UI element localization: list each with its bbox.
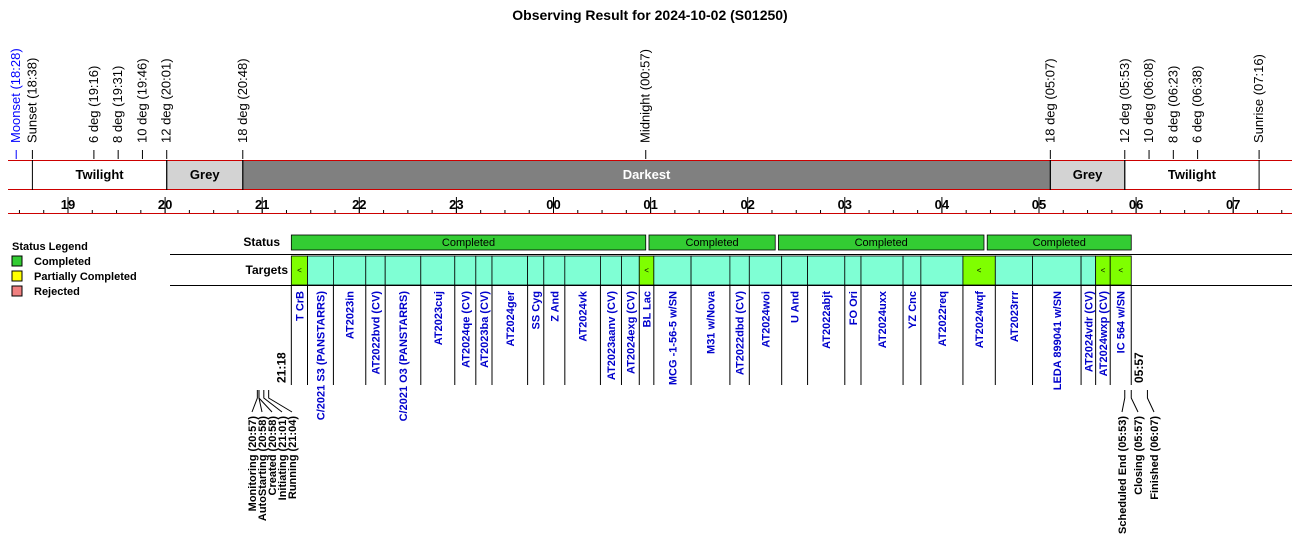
target-block [654,256,691,285]
hour-tick-label: 03 [837,197,853,212]
target-label: SS Cyg [530,291,543,330]
status-legend [12,241,137,298]
twilight-10deg-evening-label: 10 deg (19:46) [134,58,150,143]
target-block [476,256,492,285]
target-label: AT2023rrr [1008,291,1021,343]
target-label: AT2024woi [760,291,773,348]
target-label: FO Ori [847,291,860,326]
target-partial-marker: < [1100,266,1106,275]
target-label: AT2022abjt [821,291,834,349]
twilight-8deg-evening-label: 8 deg (19:31) [110,65,126,143]
target-label: AT2023in [344,291,357,340]
legend-item-label: Partially Completed [34,271,137,283]
hour-tick-label: 05 [1031,197,1047,212]
twilight-evening-band-label: Twilight [75,167,124,182]
target-block [845,256,861,285]
target-label: U And [789,291,802,323]
target-label: T CrB [294,291,307,321]
target-block [385,256,421,285]
target-partial-marker: < [644,266,649,275]
hour-tick-label: 20 [157,197,173,212]
target-block [333,256,365,285]
hour-axis [8,197,1292,214]
target-label: Z And [549,291,562,322]
target-label: IC 564 w/SN [1115,291,1128,354]
target-block [691,256,730,285]
event-leader [1147,390,1154,412]
twilight-18deg-morning-label: 18 deg (05:07) [1042,58,1058,143]
target-block [921,256,963,285]
target-block [903,256,921,285]
pre-event-label: AutoStarting (20:58) [257,416,269,522]
target-block [861,256,903,285]
target-block [782,256,808,285]
target-label: YZ Cnc [906,291,919,329]
hour-tick-label: 01 [643,197,658,212]
target-block [1033,256,1082,285]
darkest-band-label: Darkest [622,167,671,182]
event-leader [269,390,292,412]
target-block [308,256,334,285]
legend-swatch [12,286,22,296]
legend-swatch [12,256,22,266]
twilight-12deg-evening-label: 12 deg (20:01) [158,58,174,143]
target-block [492,256,528,285]
target-block [995,256,1032,285]
target-partial-marker: < [297,266,302,275]
target-block [749,256,781,285]
status-block-label: Completed [685,237,739,249]
target-block [528,256,544,285]
target-label: C/2021 O3 (PANSTARRS) [397,291,410,422]
target-label: AT2024uxx [877,291,890,349]
sunset-label: Sunset (18:38) [24,57,40,143]
target-label: AT2023aanv (CV) [605,291,618,381]
target-label: AT2024wqf [974,291,987,349]
targets-row [291,256,1131,421]
target-label: M31 w/Nova [705,291,718,354]
legend-item-label: Completed [34,256,91,268]
target-label: AT2024wxp (CV) [1097,291,1110,377]
target-label: AT2023ba (CV) [478,291,491,368]
twilight-6deg-evening-label: 6 deg (19:16) [85,65,101,143]
target-label: AT2022bvd (CV) [370,291,383,375]
status-block-label: Completed [1032,237,1086,249]
target-block [730,256,749,285]
grey-evening-band-label: Grey [189,167,220,182]
pre-event-label: Initiating (21:01) [277,416,289,501]
hour-tick-label: 21 [254,197,270,212]
hour-tick-label: 23 [449,197,464,212]
page-title: Observing Result for 2024-10-02 (S01250) [512,7,788,23]
target-label: AT2024vdr (CV) [1083,291,1096,373]
post-event-label: Scheduled End (05:53) [1117,416,1129,534]
midnight-label: Midnight (00:57) [637,49,653,143]
target-label: AT2022req [936,291,949,347]
target-block [366,256,385,285]
target-block [455,256,476,285]
event-leader [1131,390,1138,412]
pre-event-label: Created (20:58) [267,416,279,496]
twilight-12deg-morning-label: 12 deg (05:53) [1116,58,1132,143]
grey-morning-band-label: Grey [1072,167,1103,182]
targets-row-label: Targets [245,263,288,277]
legend-title: Status Legend [12,241,88,253]
twilight-8deg-morning-label: 8 deg (06:23) [1165,65,1181,143]
post-event-label: Finished (06:07) [1149,416,1161,500]
sky-condition-bar [8,160,1292,190]
target-partial-marker: < [1118,266,1124,275]
target-label: AT2024exg (CV) [625,291,638,374]
twilight-6deg-morning-label: 6 deg (06:38) [1189,65,1205,143]
hour-tick-label: 06 [1128,197,1144,212]
sunrise-label: Sunrise (07:16) [1251,54,1267,143]
target-label: AT2023cuj [432,291,445,346]
target-label: C/2021 S3 (PANSTARRS) [315,291,328,421]
status-block-label: Completed [441,237,496,249]
run-events [247,352,1161,534]
sky-events [8,48,1266,159]
target-block [621,256,639,285]
target-block [421,256,455,285]
hour-tick-label: 07 [1225,197,1241,212]
target-partial-marker: < [976,266,982,275]
target-label: AT2024qe (CV) [460,291,473,368]
run-start-time: 21:18 [274,352,289,383]
legend-item-label: Rejected [34,286,80,298]
target-label: LEDA 899041 w/SN [1051,291,1064,391]
event-leader [1122,390,1125,412]
target-block [808,256,845,285]
target-label: AT2024vk [577,291,590,342]
hour-tick-label: 00 [546,197,561,212]
pre-event-label: Running (21:04) [287,416,299,500]
hour-tick-label: 22 [352,197,367,212]
run-end-time: 05:57 [1132,352,1147,383]
target-label: MCG -1-56-5 w/SN [667,291,680,386]
status-block-label: Completed [854,237,908,249]
legend-swatch [12,271,22,281]
status-row-label: Status [243,235,280,249]
event-leader [252,390,257,412]
pre-event-label: Monitoring (20:57) [247,416,259,512]
twilight-10deg-morning-label: 10 deg (06:08) [1141,58,1157,143]
hour-tick-label: 19 [60,197,76,212]
post-event-label: Closing (05:57) [1133,416,1145,495]
target-block [565,256,601,285]
twilight-18deg-evening-label: 18 deg (20:48) [234,58,250,143]
target-block [1081,256,1096,285]
hour-tick-label: 04 [934,197,950,212]
target-block [544,256,565,285]
target-block [600,256,621,285]
target-label: AT2024ger [504,291,517,347]
target-label: AT2022dbd (CV) [734,291,747,376]
hour-tick-label: 02 [740,197,755,212]
twilight-morning-band-label: Twilight [1167,167,1217,182]
target-label: BL Lac [641,291,654,328]
moonset-label: Moonset (18:28) [8,48,24,143]
